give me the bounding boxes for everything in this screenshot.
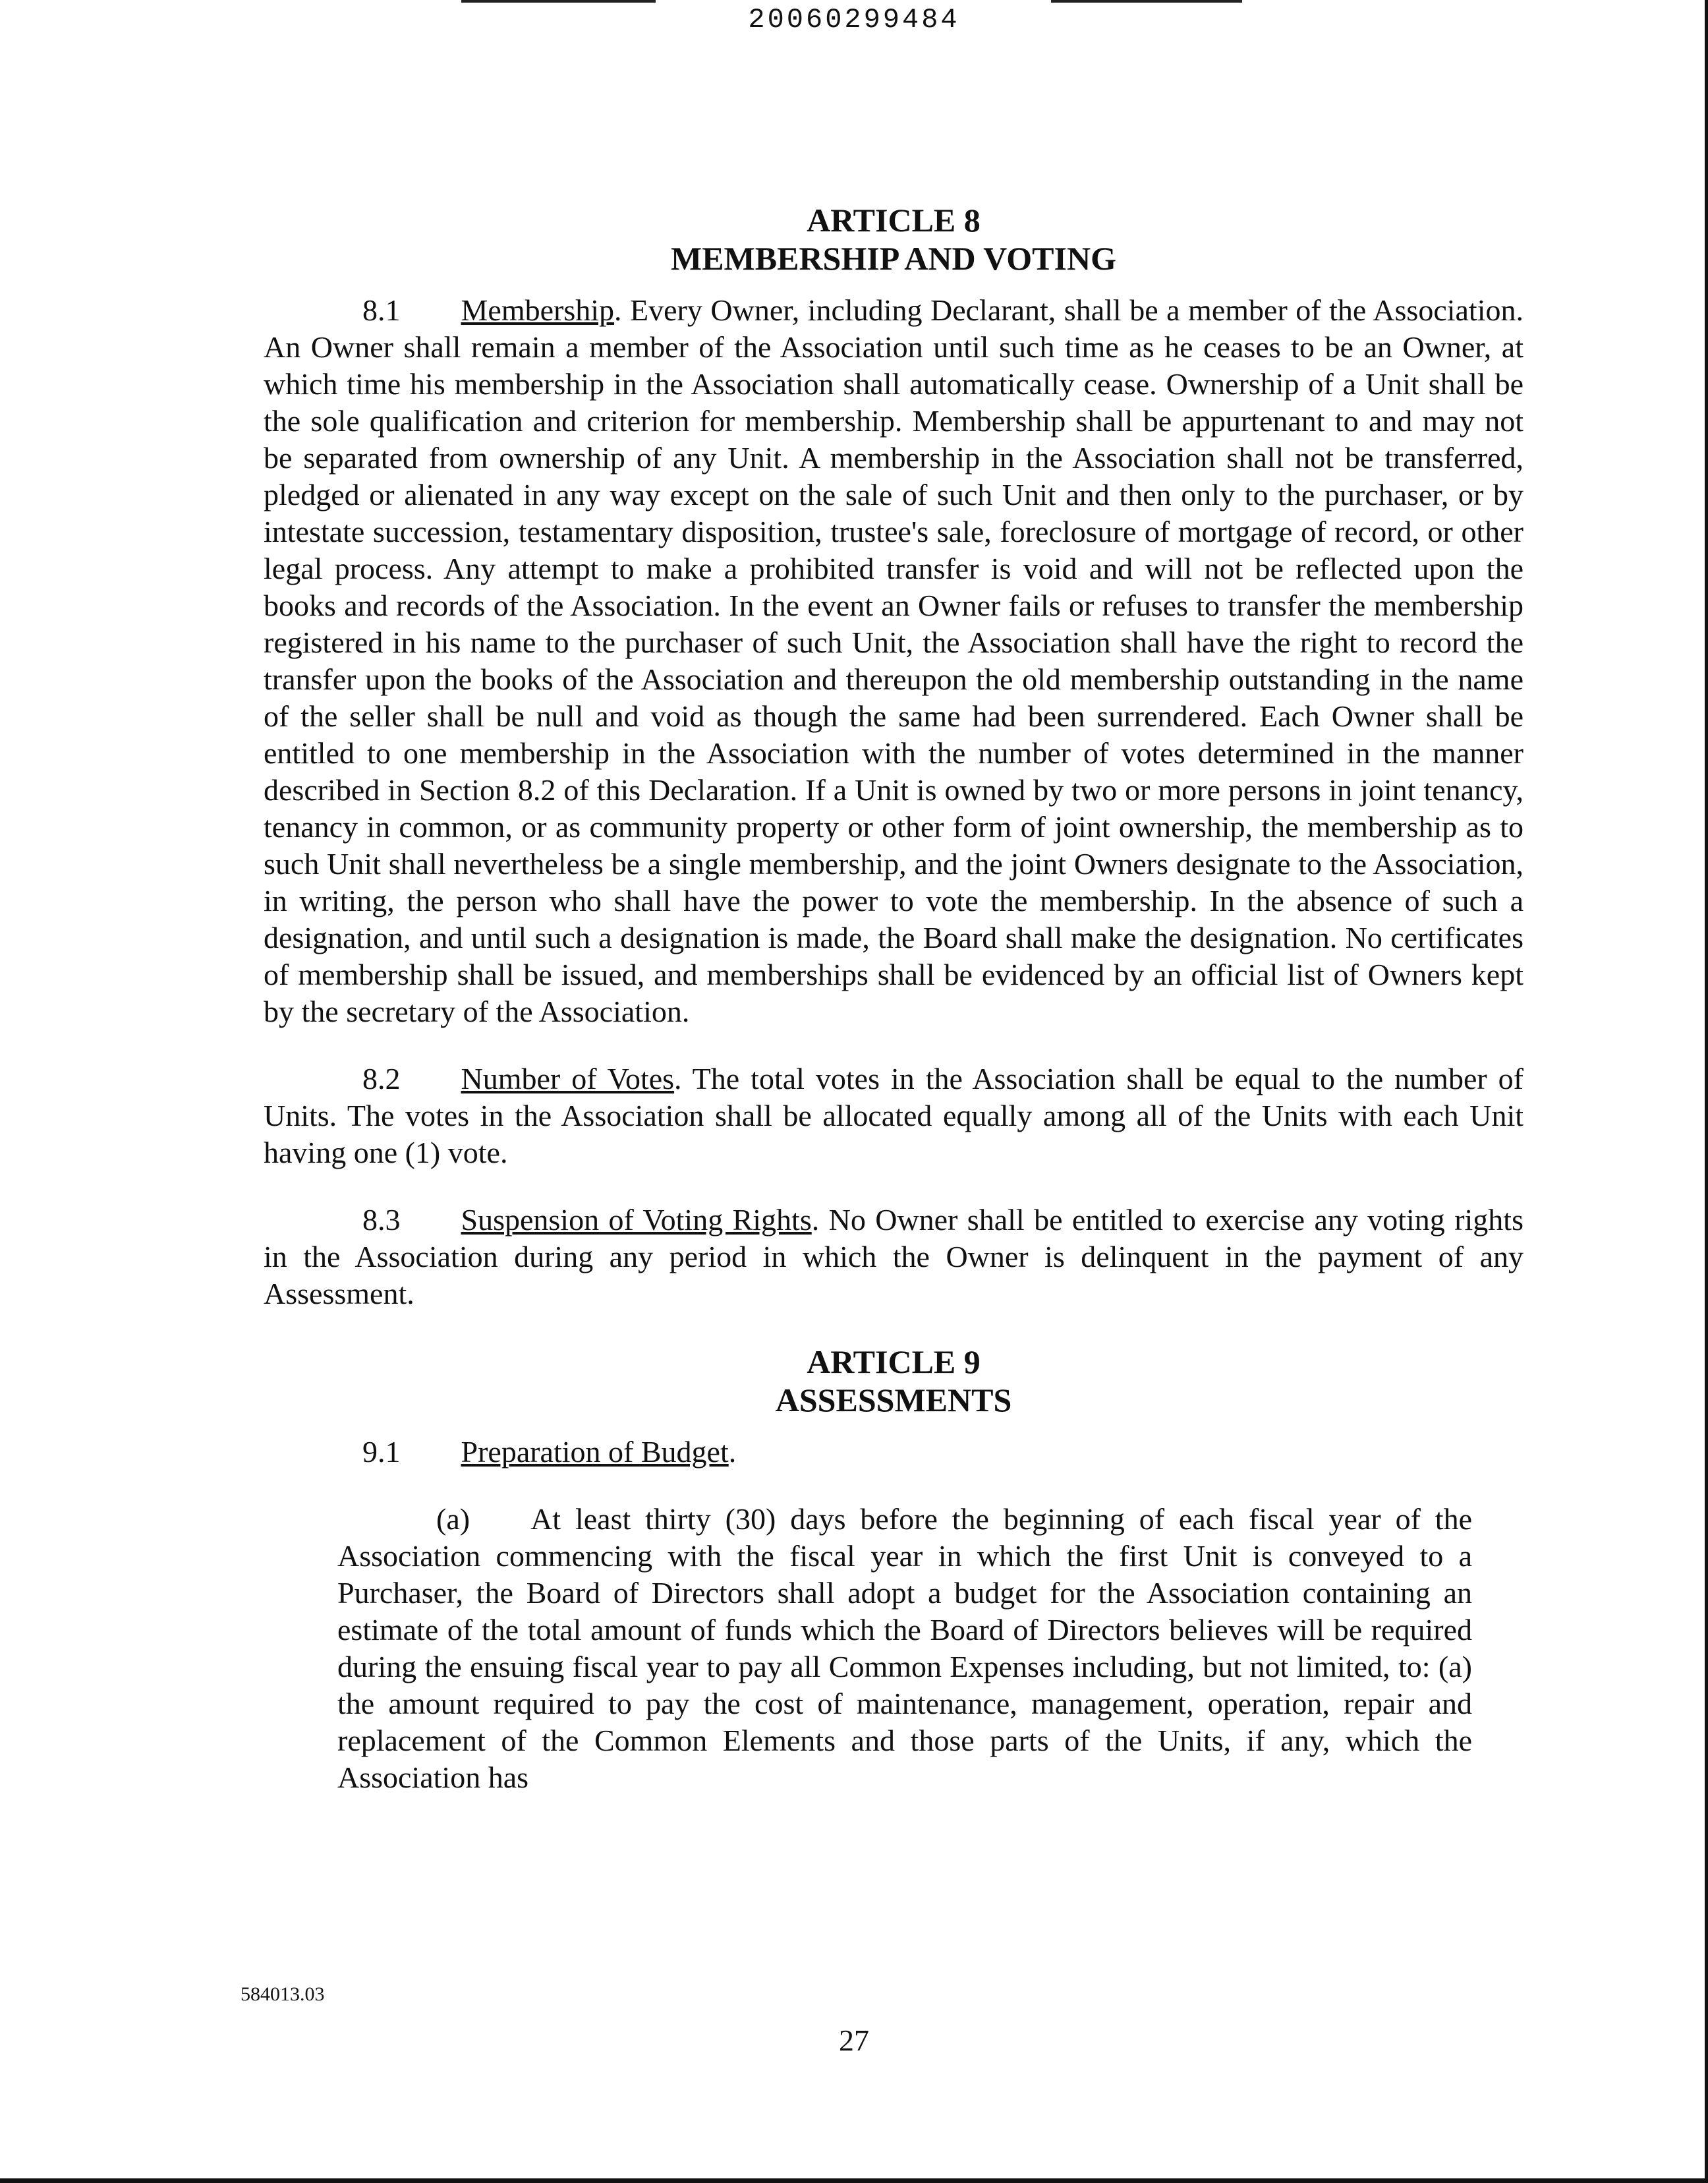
- subsection-9-1-a: [337, 1501, 1472, 1796]
- section-8-1-title: Membership: [461, 293, 615, 327]
- subsection-9-1-a-text: At least thirty (30) days before the beginning of each fiscal year of the Association commencing with the fiscal year in which the first Unit is conveyed to a Purchaser, the Board of Directors shall adopt a budget for the Association containing an estimate of the total amount of funds which the Board of Directors believes will be required during the ensuing fiscal year to pay all Common Expenses including, but not limited, to: (a) the amount required to pay the cost of maintenance, management, operation, repair and replacement of the Common Elements and those parts of the Units, if any, which the Association has: [337, 1502, 1472, 1794]
- section-8-2: [264, 1061, 1523, 1171]
- article-8-title: MEMBERSHIP AND VOTING: [671, 240, 1116, 277]
- article-9-number: ARTICLE 9: [807, 1343, 981, 1380]
- document-code: 584013.03: [241, 1983, 325, 2005]
- subsection-9-1-a-block: [337, 1501, 1472, 1796]
- section-9-1-number: 9.1: [362, 1435, 401, 1469]
- section-8-3-title: Suspension of Voting Rights: [461, 1203, 812, 1237]
- section-9-1-text: .: [728, 1435, 737, 1469]
- subsection-9-1-a-label: (a): [436, 1502, 470, 1536]
- section-8-2-number: 8.2: [362, 1062, 401, 1095]
- section-8-1: [264, 292, 1523, 1030]
- page-content: [264, 201, 1523, 1796]
- article-8-heading: [264, 201, 1523, 277]
- article-9-heading: [264, 1343, 1523, 1419]
- article-8-number: ARTICLE 8: [807, 202, 981, 239]
- recording-number: 20060299484: [748, 4, 960, 36]
- section-8-3-number: 8.3: [362, 1203, 401, 1237]
- section-8-1-text: . Every Owner, including Declarant, shall be a member of the Association. An Owner shall remain a member of the Association until such time as he ceases to be an Owner, at which time his membership in the Association shall automatically cease. Ownership of a Unit shall be the sole qualification and criterion for membership. Membership shall be appurtenant to and may not be separated from ownership of any Unit. A membership in the Association shall not be transferred, pledged or alienated in any way except on the sale of such Unit and then only to the purchaser, or by intestate succession, testamentary disposition, trustee's sale, foreclosure of mortgage of record, or other legal process. Any attempt to make a prohibited transfer is void and will not be reflected upon the books and records of the Association. In the event an Owner fails or refuses to transfer the membership registered in his name to the purchaser of such Unit, the Association shall have the right to record the transfer upon the books of the Association and thereupon the old membership outstanding in the name of the seller shall be null and void as though the same had been surrendered. Each Owner shall be entitled to one membership in the Association with the number of votes determined in the manner described in Section 8.2 of this Declaration. If a Unit is owned by two or more persons in joint tenancy, tenancy in common, or as community property or other form of joint ownership, the membership as to such Unit shall nevertheless be a single membership, and the joint Owners designate to the Association, in writing, the person who shall have the power to vote the membership. In the absence of such a designation, and until such a designation is made, the Board shall make the designation. No certificates of membership shall be issued, and memberships shall be evidenced by an official list of Owners kept by the secretary of the Association.: [264, 293, 1523, 1028]
- section-8-3: [264, 1202, 1523, 1312]
- article-9-title: ASSESSMENTS: [775, 1382, 1012, 1418]
- page-number: 27: [839, 2023, 869, 2057]
- section-8-1-number: 8.1: [362, 293, 401, 327]
- section-8-3-text: . No Owner shall be entitled to exercise any voting rights in the Association during any period in which the Owner is delinquent in the payment of any Assessment.: [264, 1203, 1523, 1310]
- section-8-2-title: Number of Votes: [461, 1062, 675, 1095]
- section-9-1-title: Preparation of Budget: [461, 1435, 729, 1469]
- section-8-2-text: . The total votes in the Association shall be equal to the number of Units. The votes in the Association shall be allocated equally among all of the Units with each Unit having one (1) vote.: [264, 1062, 1523, 1169]
- section-9-1: [264, 1434, 1523, 1470]
